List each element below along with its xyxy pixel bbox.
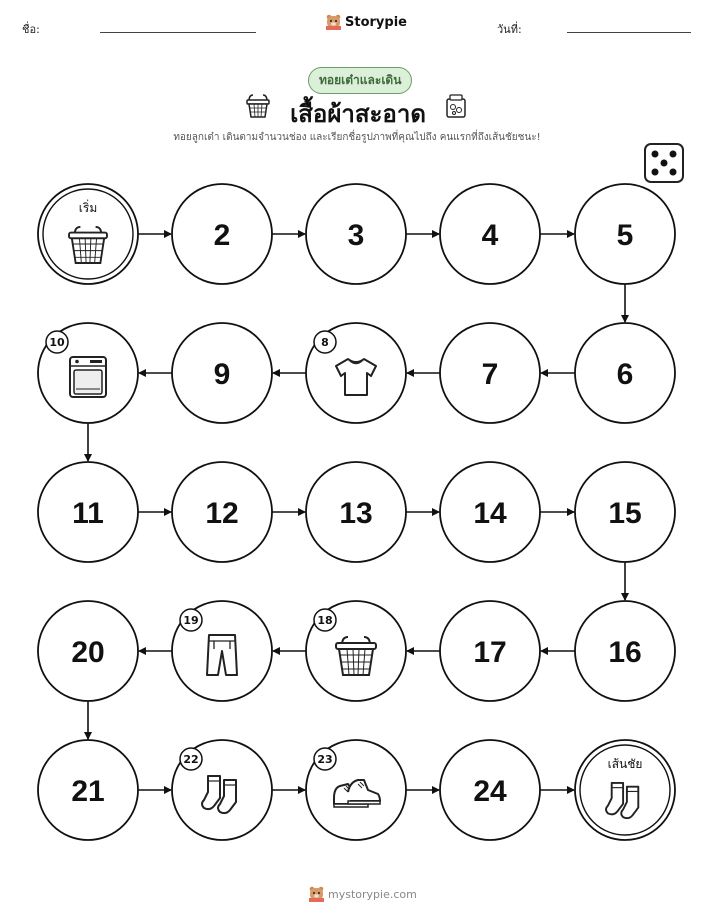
cell-number: 11: [72, 497, 104, 530]
cell-number: 4: [481, 219, 499, 252]
cell-number: 12: [205, 497, 239, 530]
name-label: ชื่อ:: [22, 23, 40, 36]
cell-number-badge: 18: [317, 614, 333, 627]
date-label: วันที่:: [497, 23, 522, 36]
board-cell-9: [172, 323, 272, 423]
board-cell-5: [575, 184, 675, 284]
cell-number: 20: [71, 636, 105, 669]
cell-number: 9: [213, 358, 231, 391]
cell-number: 7: [481, 358, 499, 391]
board-cell-24: [440, 740, 540, 840]
game-type-badge: ทอยเต๋าและเดิน: [308, 67, 412, 94]
cell-number: 17: [473, 636, 507, 669]
board-cell-22: [172, 740, 272, 840]
brand-name: Storypie: [345, 14, 407, 30]
board-cell-15: [575, 462, 675, 562]
instructions: ทอยลูกเต๋า เดินตามจำนวนช่อง และเรียกชื่อรูปภาพที่คุณไปถึง คนแรกที่ถึงเส้นชัยชนะ!: [173, 132, 541, 143]
cell-number-badge: 19: [183, 614, 199, 627]
board-cell-7: [440, 323, 540, 423]
cell-number: 5: [616, 219, 634, 252]
board-cell-13: [306, 462, 406, 562]
cell-number-badge: 23: [317, 753, 333, 766]
cell-number: 3: [347, 219, 365, 252]
board-cell-21: [38, 740, 138, 840]
cell-number-badge: 10: [49, 336, 65, 349]
finish-label: เส้นชัย: [607, 757, 643, 771]
cell-number: 13: [339, 497, 373, 530]
board-cell-4: [440, 184, 540, 284]
board-cell-12: [172, 462, 272, 562]
cell-number-badge: 8: [321, 336, 329, 349]
footer: [309, 886, 417, 902]
board-cell-3: [306, 184, 406, 284]
bear-logo-icon: [309, 886, 324, 902]
board-cell-6: [575, 323, 675, 423]
start-label: เริ่ม: [78, 201, 98, 215]
board-cell-20: [38, 601, 138, 701]
socks-icon: [202, 776, 236, 813]
board-cell-8: [306, 323, 406, 423]
cell-number: 21: [71, 775, 105, 808]
cell-number: 14: [473, 497, 507, 530]
board-cell-10: [38, 323, 138, 423]
cell-number: 2: [213, 219, 231, 252]
laundry-basket-icon: [336, 637, 376, 675]
cell-number: 16: [608, 636, 642, 669]
board-cell-1: [38, 184, 138, 284]
board-cell-23: [306, 740, 406, 840]
board-cell-14: [440, 462, 540, 562]
washing-machine-icon: [70, 357, 106, 397]
socks-icon: [606, 783, 638, 818]
laundry-basket-icon: [69, 227, 107, 263]
board-cell-16: [575, 601, 675, 701]
board-cell-18: [306, 601, 406, 701]
cell-number: 6: [616, 358, 634, 391]
cell-number: 24: [473, 775, 507, 808]
board-cell-17: [440, 601, 540, 701]
cell-number-badge: 22: [183, 753, 199, 766]
page-title: เสื้อผ้าสะอาด: [290, 100, 426, 128]
board-cell-11: [38, 462, 138, 562]
board-cell-2: [172, 184, 272, 284]
board-cell-19: [172, 601, 272, 701]
cell-number: 15: [608, 497, 642, 530]
footer-url: mystorypie.com: [328, 887, 417, 901]
board-cell-25: [575, 740, 675, 840]
